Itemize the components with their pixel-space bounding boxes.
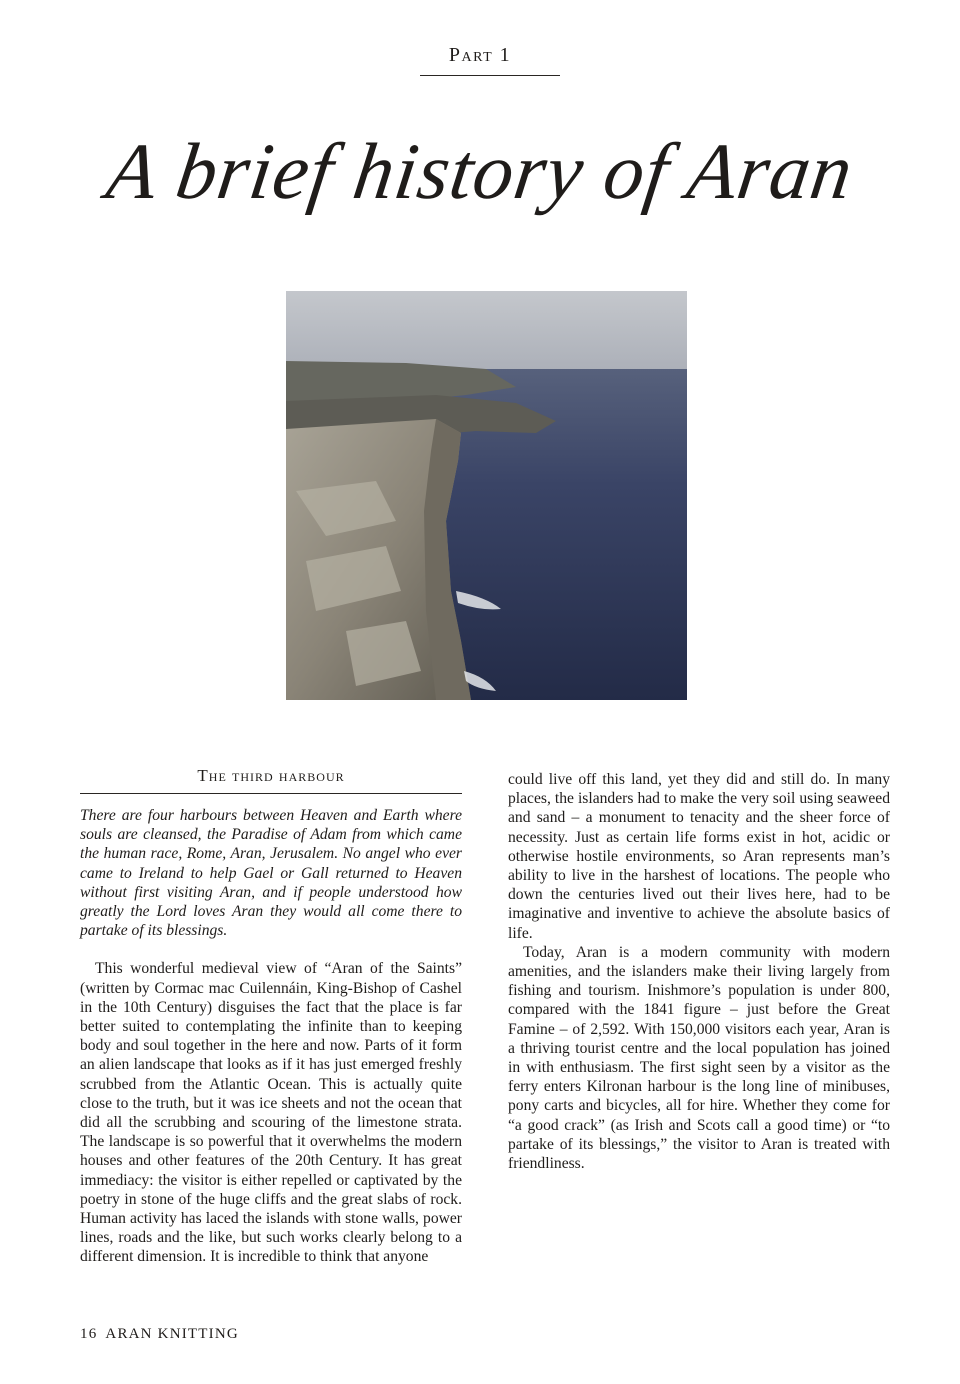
right-column [508,770,890,1173]
page-number: 16 [80,1326,98,1342]
paragraph-1-continued: could live off this land, yet they did and still do. In many places, the islanders had to make the very soil using seaweed and sand – a monument to tenacity and the sheer force of necessity. Just as certain life forms exist in hot, acidic or otherwise hostile environments, so Aran represents man’s ability to live in the harshest of locations. The people who down the centuries lived out their lives here, had to be imaginative and inventive to achieve the absolute basics of life. [508,771,890,942]
section-heading: The third harbour [197,766,345,785]
left-column [80,806,462,1267]
paragraph-1-text: This wonderful medieval view of “Aran of the Saints” (written by Cormac mac Cuilennáin, King-Bishop of Cashel in the 10th Century) disguises the fact that the place is far better suited to contemplating the infinite than to keeping body and soul together in the here and now. Parts of it form an alien landscape that looks as if it has just emerged freshly scrubbed from the Atlantic Ocean. This is actually quite close to the truth, but it was ice sheets and not the ocean that did all the scrubbing and scouring of the limestone strata. The landscape is so powerful that it overwhelms the modern houses and other features of the 20th Century. It has great immediacy: the visitor is either repelled or captivated by the poetry in stone of the huge cliffs and the great slabs of rock. Human activity has laced the islands with stone walls, power lines, roads and the like, but such works clearly belong to a different dimension. It is incredible to think that anyone [80,960,462,1266]
running-title: ARAN KNITTING [105,1326,239,1342]
part-label: Part 1 [448,44,512,66]
section-rule [80,793,462,794]
medieval-quote: There are four harbours between Heaven and Earth where souls are cleansed, the Paradise of Adam from which came the human race, Rome, Aran, Jerusalem. No angel who ever came to Ireland to help Gael or Gall returned to Heaven without first visiting Aran, and if people understood how greatly the Lord loves Aran they would all come there to partake of its blessings. [80,807,462,940]
page-footer [80,1326,239,1343]
paragraph-1 [80,959,462,1266]
chapter-title: A brief history of Aran [101,128,859,216]
part-rule [420,75,560,76]
cliff-photo [286,291,687,700]
paragraph-2: Today, Aran is a modern community with modern amenities, and the islanders make their living largely from fishing and tourism. Inishmore’s population is under 800, compared with the 1841 figure – just before the Great Famine – of 2,592. With 150,000 visitors each year, Aran is a thriving tourist centre and the local population has joined in with enthusiasm. The first sight seen by a visitor as the ferry enters Kilronan harbour is the long line of minibuses, pony carts and bicycles, all for hire. Whether they come for “a good crack” (as Irish and Scots call a good time) or “to partake of its blessings,” the visitor to Aran is treated with friendliness. [508,943,890,1173]
